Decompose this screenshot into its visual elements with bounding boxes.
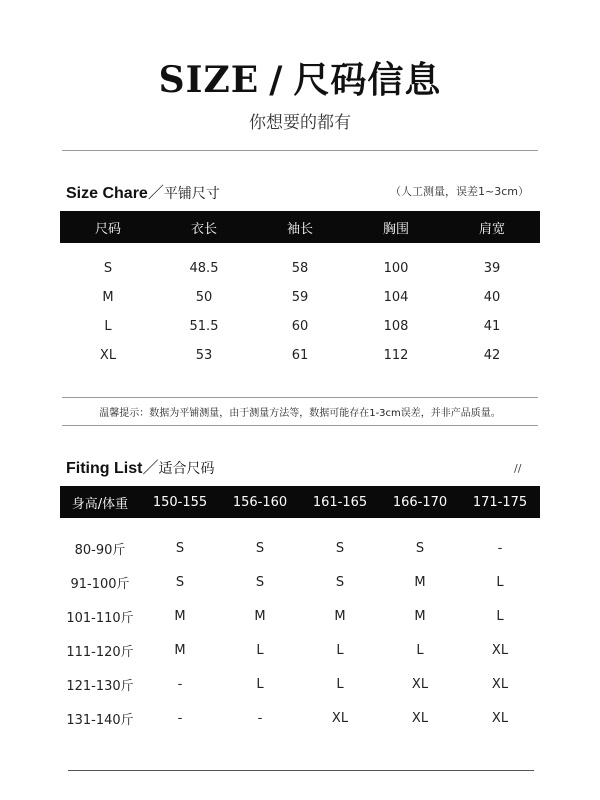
fitting-list-header bbox=[60, 486, 540, 518]
table-cell: XL bbox=[331, 710, 349, 726]
table-cell: 60 bbox=[291, 319, 309, 334]
table-cell: 100 bbox=[383, 261, 409, 276]
page-title bbox=[0, 52, 600, 103]
table-cell: L bbox=[496, 574, 504, 590]
fitting-col-header: 150-155 bbox=[152, 494, 208, 510]
table-cell: 80-90斤 bbox=[74, 542, 126, 558]
fitting-list-title-cn: 适合尺码 bbox=[158, 461, 215, 477]
table-cell: M bbox=[102, 290, 114, 305]
table-cell: 121-130斤 bbox=[66, 678, 134, 694]
table-cell: - bbox=[497, 540, 503, 556]
size-chart-header bbox=[60, 211, 540, 243]
table-cell: 108 bbox=[383, 319, 409, 334]
table-cell: 101-110斤 bbox=[66, 610, 134, 626]
fitting-list-title-en: Fiting List bbox=[66, 460, 143, 477]
table-row bbox=[60, 565, 540, 599]
page-subtitle: 你想要的都有 bbox=[249, 113, 351, 133]
page-title-en: SIZE bbox=[158, 59, 260, 101]
table-cell: XL bbox=[491, 676, 509, 692]
size-chart-title-sep: ／ bbox=[147, 183, 164, 202]
table-cell: 40 bbox=[483, 290, 501, 305]
table-cell: S bbox=[255, 540, 265, 556]
table-cell: L bbox=[256, 676, 264, 692]
table-cell: M bbox=[254, 608, 266, 624]
table-cell: 41 bbox=[483, 319, 501, 334]
table-row bbox=[60, 341, 540, 370]
table-cell: L bbox=[336, 676, 344, 692]
table-cell: XL bbox=[411, 676, 429, 692]
table-cell: 58 bbox=[291, 261, 309, 276]
divider-top bbox=[62, 150, 538, 151]
table-cell: XL bbox=[491, 642, 509, 658]
table-cell: 111-120斤 bbox=[66, 644, 134, 660]
table-cell: S bbox=[335, 574, 345, 590]
table-cell: L bbox=[496, 608, 504, 624]
table-cell: XL bbox=[491, 710, 509, 726]
table-cell: 131-140斤 bbox=[66, 712, 134, 728]
size-chart-col-header: 衣长 bbox=[190, 221, 217, 237]
table-cell: S bbox=[175, 540, 185, 556]
disclaimer-text: 温馨提示：数据为平铺测量，由于测量方法等，数据可能存在1-3cm误差，并非产品质量。 bbox=[99, 408, 501, 419]
table-cell: 39 bbox=[483, 261, 501, 276]
table-cell: 112 bbox=[383, 348, 409, 363]
size-chart-body bbox=[60, 254, 540, 370]
double-slash-mark: // bbox=[514, 462, 522, 475]
fitting-col-header: 166-170 bbox=[392, 494, 448, 510]
table-row bbox=[60, 254, 540, 283]
size-chart-col-header: 胸围 bbox=[382, 221, 409, 237]
table-cell: M bbox=[334, 608, 346, 624]
fitting-col-header: 身高/体重 bbox=[71, 496, 129, 512]
table-cell: 53 bbox=[195, 348, 213, 363]
divider-disclaimer-bottom bbox=[62, 425, 538, 426]
divider-disclaimer-top bbox=[62, 397, 538, 398]
table-row bbox=[60, 312, 540, 341]
table-cell: - bbox=[177, 710, 183, 726]
table-cell: M bbox=[414, 574, 426, 590]
table-cell: L bbox=[256, 642, 264, 658]
page-title-slash: / bbox=[269, 59, 284, 101]
table-cell: 42 bbox=[483, 348, 501, 363]
size-chart-col-header: 尺码 bbox=[94, 221, 121, 237]
table-cell: S bbox=[335, 540, 345, 556]
table-cell: 48.5 bbox=[189, 261, 219, 276]
table-cell: 50 bbox=[195, 290, 213, 305]
table-cell: L bbox=[416, 642, 424, 658]
table-cell: L bbox=[336, 642, 344, 658]
fitting-list-body bbox=[60, 531, 540, 735]
fitting-list-title bbox=[66, 455, 214, 478]
table-cell: S bbox=[103, 261, 113, 276]
table-cell: 104 bbox=[383, 290, 409, 305]
table-cell: L bbox=[104, 319, 112, 334]
table-row bbox=[60, 701, 540, 735]
table-cell: 59 bbox=[291, 290, 309, 305]
table-cell: S bbox=[255, 574, 265, 590]
fitting-col-header: 156-160 bbox=[232, 494, 288, 510]
table-row bbox=[60, 667, 540, 701]
table-cell: - bbox=[257, 710, 263, 726]
table-row bbox=[60, 531, 540, 565]
table-cell: S bbox=[415, 540, 425, 556]
table-cell: 51.5 bbox=[189, 319, 219, 334]
table-cell: M bbox=[414, 608, 426, 624]
table-cell: S bbox=[175, 574, 185, 590]
table-cell: M bbox=[174, 642, 186, 658]
page-title-cn: 尺码信息 bbox=[293, 60, 442, 101]
divider-bottom bbox=[68, 770, 534, 771]
fitting-list-title-sep: ／ bbox=[142, 458, 159, 477]
table-cell: 61 bbox=[291, 348, 309, 363]
table-cell: - bbox=[177, 676, 183, 692]
fitting-col-header: 161-165 bbox=[312, 494, 368, 510]
fitting-col-header: 171-175 bbox=[472, 494, 528, 510]
table-cell: 91-100斤 bbox=[70, 576, 130, 592]
table-cell: XL bbox=[99, 348, 117, 363]
table-row bbox=[60, 283, 540, 312]
size-chart-col-header: 肩宽 bbox=[478, 221, 505, 237]
size-chart-title-en: Size Chare bbox=[66, 185, 148, 202]
size-chart-title-cn: 平铺尺寸 bbox=[163, 186, 220, 202]
size-chart-title bbox=[66, 180, 220, 203]
measurement-note: （人工测量，误差1~3cm） bbox=[390, 185, 529, 198]
size-chart-col-header: 袖长 bbox=[286, 221, 313, 237]
table-cell: M bbox=[174, 608, 186, 624]
table-cell: XL bbox=[411, 710, 429, 726]
table-row bbox=[60, 633, 540, 667]
table-row bbox=[60, 599, 540, 633]
